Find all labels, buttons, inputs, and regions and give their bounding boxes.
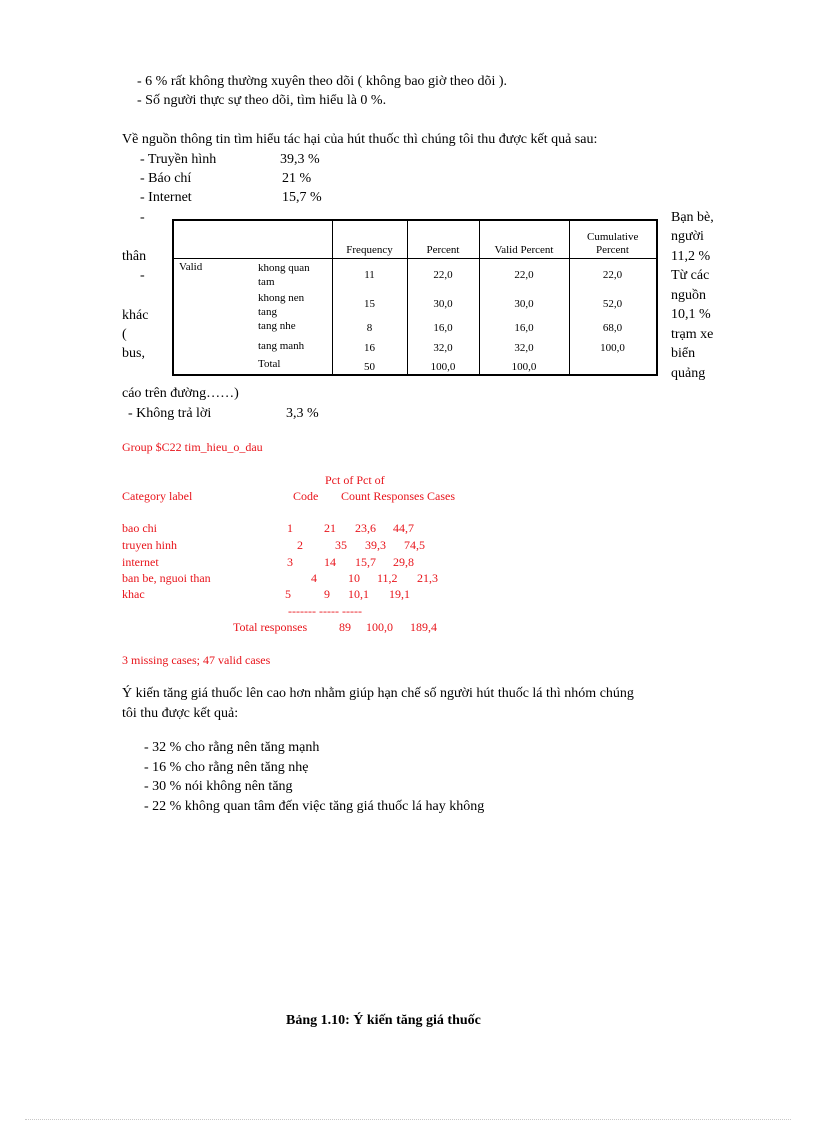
row-label: tang manh [258, 340, 305, 352]
row-label: khong nen tang [258, 292, 305, 318]
group-row-count: 14 [324, 555, 336, 569]
intro-bullet: - 6 % rất không thường xuyên theo dõi ( không bao giờ theo dõi ). [137, 74, 508, 89]
cell-valid-percent: 32,0 [514, 342, 534, 354]
wrap-right-fragment: 11,2 % [671, 249, 711, 264]
cell-frequency: 11 [364, 269, 375, 281]
no-answer-value: 3,3 % [286, 406, 319, 421]
wrap-left-fragment: thân [122, 249, 147, 264]
group-header-top: Pct of Pct of [325, 473, 385, 487]
cell-frequency: 16 [364, 342, 375, 354]
group-row-code: 3 [287, 555, 293, 569]
valid-label: Valid [179, 261, 203, 273]
cell-cumulative-percent: 22,0 [602, 269, 623, 281]
wrap-left-fragment: - [140, 268, 145, 283]
wrap-left-fragment: ( [122, 327, 127, 342]
cell-percent: 32,0 [433, 342, 453, 354]
page-bottom-rule [25, 1119, 791, 1120]
wrap-right-fragment: nguồn [671, 288, 706, 303]
group-header-code: Code [293, 489, 319, 503]
cell-frequency: 8 [366, 322, 373, 334]
cell-percent: 16,0 [433, 322, 453, 334]
price-bullet: - 16 % cho rằng nên tăng nhẹ [144, 760, 309, 775]
wrap-right-fragment: quảng [671, 366, 706, 381]
group-title: Group $C22 tim_hieu_o_dau [122, 440, 263, 454]
group-row-count: 9 [324, 587, 330, 601]
group-row-cases: 74,5 [404, 538, 425, 552]
cell-frequency: 15 [364, 298, 375, 310]
group-row-responses: 10,1 [348, 587, 369, 601]
group-total-responses: 100,0 [366, 620, 393, 634]
group-row-label: khac [122, 587, 145, 601]
group-row-code: 1 [287, 521, 293, 535]
cell-valid-percent: 22,0 [514, 269, 534, 281]
group-row-cases: 29,8 [393, 555, 414, 569]
source-intro-paragraph: Về nguồn thông tin tìm hiểu tác hại của hút thuốc thì chúng tôi thu được kết quả sau: [122, 132, 598, 147]
group-row-responses: 23,6 [355, 521, 376, 535]
cell-percent: 100,0 [430, 361, 456, 373]
group-row-code: 2 [297, 538, 303, 552]
price-bullet: - 32 % cho rằng nên tăng mạnh [144, 740, 320, 755]
column-header: Percent [426, 244, 460, 256]
row-label: khong quan tam [258, 262, 310, 288]
group-row-label: bao chi [122, 521, 157, 535]
wrap-right-fragment: Bạn bè, [671, 210, 714, 225]
wrap-left-fragment: khác [122, 308, 149, 323]
source-item-value: 39,3 % [280, 152, 320, 167]
price-intro-line: Ý kiến tăng giá thuốc lên cao hơn nhằm giúp hạn chế số người hút thuốc lá thì nhóm chúng [122, 686, 634, 701]
group-row-responses: 39,3 [365, 538, 386, 552]
wrap-right-fragment: 10,1 % [671, 307, 711, 322]
group-row-cases: 19,1 [389, 587, 410, 601]
group-row-count: 21 [324, 521, 336, 535]
table-caption: Bảng 1.10: Ý kiến tăng giá thuốc [286, 1013, 481, 1028]
group-header-category: Category label [122, 489, 193, 503]
wrap-left-fragment: bus, [122, 346, 145, 361]
frequency-table [172, 219, 658, 376]
source-item-label: - Truyền hình [140, 152, 217, 167]
group-total-label: Total responses [233, 620, 308, 634]
column-header: Valid Percent [494, 244, 554, 256]
group-row-responses: 11,2 [377, 571, 398, 585]
price-bullet: - 30 % nói không nên tăng [144, 779, 293, 794]
group-row-code: 4 [311, 571, 317, 585]
group-row-count: 35 [335, 538, 347, 552]
cell-percent: 22,0 [433, 269, 453, 281]
source-item-label: - Internet [140, 190, 192, 205]
cell-percent: 30,0 [433, 298, 453, 310]
wrap-right-fragment: trạm xe [671, 327, 714, 342]
cell-frequency: 50 [364, 361, 375, 373]
group-row-code: 5 [285, 587, 291, 601]
cell-valid-percent: 100,0 [511, 361, 537, 373]
column-header: Frequency [346, 244, 393, 256]
group-header-rest: Count Responses Cases [341, 489, 455, 503]
group-row-cases: 21,3 [417, 571, 438, 585]
group-row-cases: 44,7 [393, 521, 414, 535]
source-item-value: 15,7 % [282, 190, 322, 205]
cell-cumulative-percent: 100,0 [600, 342, 625, 354]
row-label: tang nhe [258, 320, 296, 332]
price-bullet: - 22 % không quan tâm đến việc tăng giá thuốc lá hay không [144, 799, 485, 814]
wrap-right-fragment: biển [671, 346, 696, 361]
column-header: Cumulative Percent [587, 231, 639, 256]
group-dashes: ------- ----- ----- [288, 604, 362, 618]
wrap-end-text: cáo trên đường……) [122, 386, 239, 401]
no-answer-label: - Không trả lời [128, 406, 212, 421]
cell-cumulative-percent: 68,0 [602, 322, 623, 334]
wrap-left-fragment: - [140, 210, 145, 225]
wrap-right-fragment: Từ các [671, 268, 710, 283]
row-label: Total [258, 358, 281, 370]
cell-valid-percent: 30,0 [514, 298, 534, 310]
group-row-count: 10 [348, 571, 360, 585]
group-row-label: truyen hinh [122, 538, 177, 552]
intro-bullet: - Số người thực sự theo dõi, tìm hiểu là 0 %. [137, 93, 387, 108]
wrap-right-fragment: người [671, 229, 704, 244]
group-row-label: ban be, nguoi than [122, 571, 211, 585]
source-item-label: - Báo chí [140, 171, 192, 186]
price-intro-line: tôi thu được kết quả: [122, 706, 239, 721]
source-item-value: 21 % [282, 171, 312, 186]
group-row-label: internet [122, 555, 159, 569]
missing-cases-note: 3 missing cases; 47 valid cases [122, 653, 271, 667]
group-total-cases: 189,4 [410, 620, 437, 634]
cell-valid-percent: 16,0 [514, 322, 534, 334]
cell-cumulative-percent: 52,0 [602, 298, 623, 310]
group-row-responses: 15,7 [355, 555, 376, 569]
group-total-count: 89 [339, 620, 351, 634]
